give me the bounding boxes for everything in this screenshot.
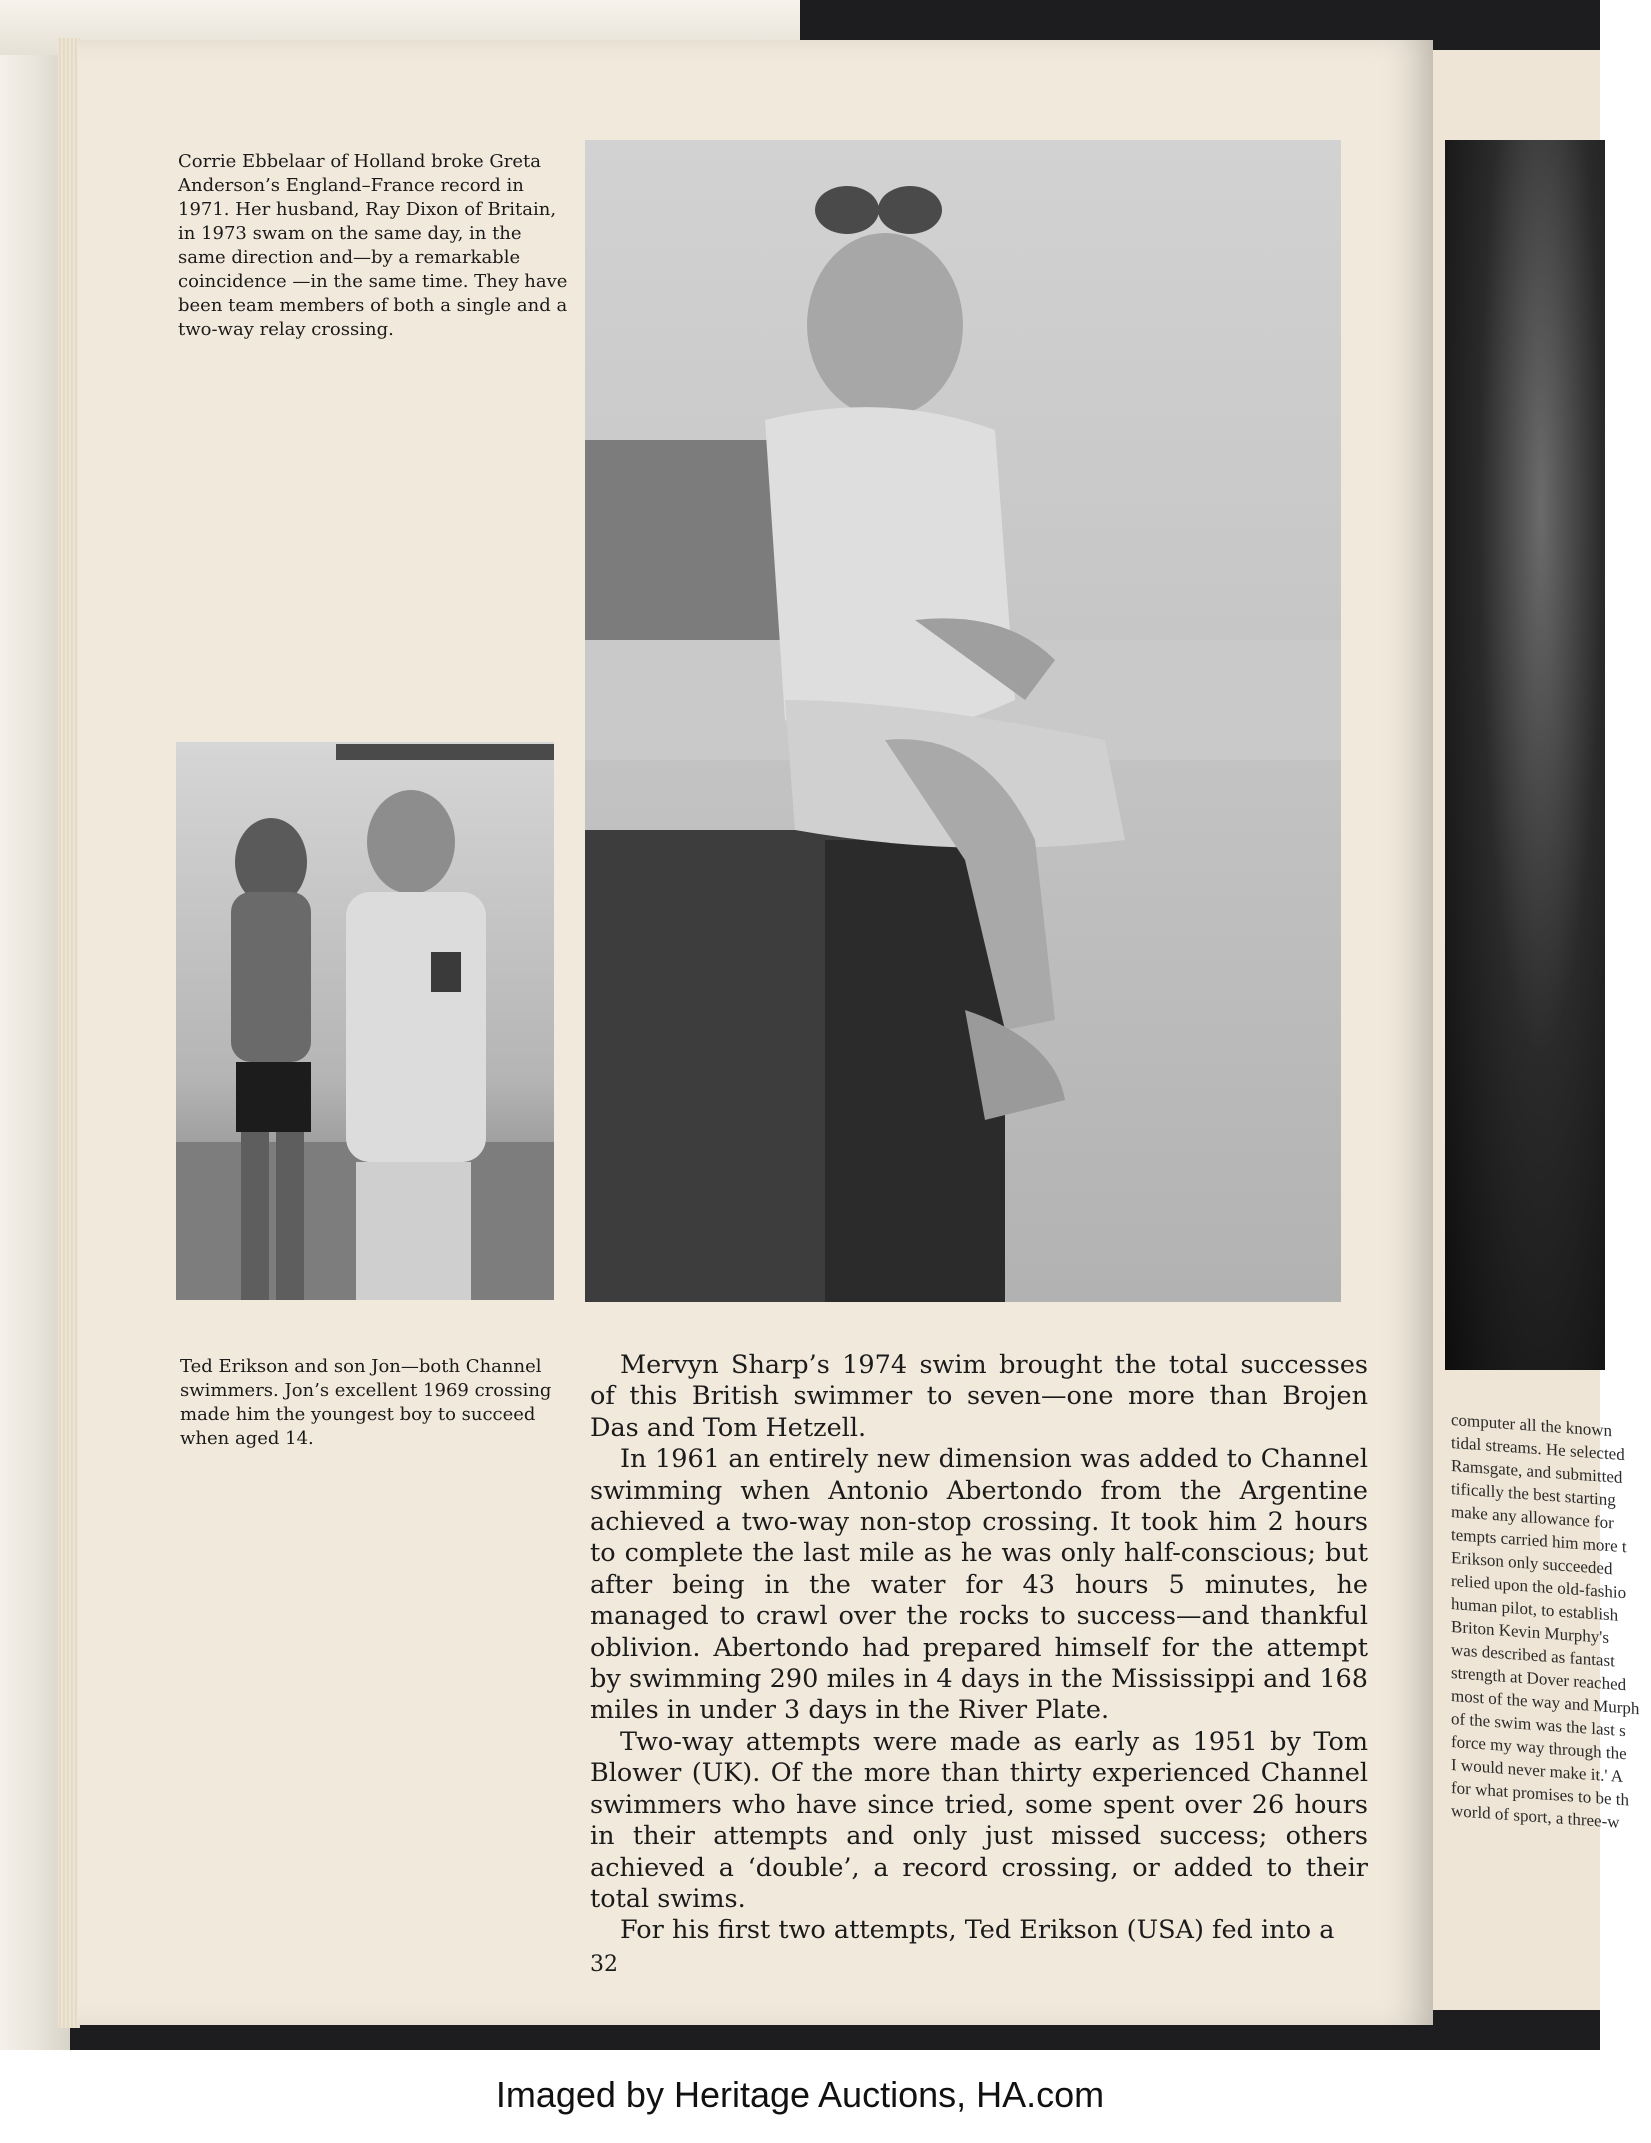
body-paragraph: Two-way attempts were made as early as 1951 by Tom Blower (UK). Of the more than thirty experienced Channel swimmers who have since tried, some spent over 26 hours in their attempts and only just missed success; others achieved a ‘double’, a record crossing, or added to their total swims. xyxy=(590,1726,1368,1914)
footer-credit-text: Imaged by Heritage Auctions, HA.com xyxy=(495,2074,1105,2115)
facing-page-text xyxy=(1451,1408,1651,1836)
facing-line: I would never make it.' A xyxy=(1451,1755,1624,1787)
facing-line: was described as fantast xyxy=(1451,1640,1615,1671)
facing-line: tifically the best starting xyxy=(1451,1479,1616,1510)
facing-line: strength at Dover reached xyxy=(1451,1663,1627,1695)
body-paragraph: Mervyn Sharp’s 1974 swim brought the total successes of this British swimmer to seven—one more than Brojen Das and Tom Hetzell. xyxy=(590,1350,1368,1443)
facing-line: world of sport, a three-w xyxy=(1451,1801,1620,1832)
facing-line: most of the way and Murph xyxy=(1451,1686,1640,1719)
page-edges xyxy=(58,38,80,2028)
facing-line: for what promises to be th xyxy=(1451,1778,1629,1810)
body-paragraph: In 1961 an entirely new dimension was added to Channel swimming when Antonio Abertondo from the Argentine achieved a two-way non-stop crossing. It took him 2 hours to complete the last mile as he was only half-conscious; but after being in the water for 43 hours 5 minutes, he managed to crawl over the rocks to success—and thankful oblivion. Abertondo had prepared himself for the attempt by swimming 290 miles in 4 days in the Mississippi and 168 miles in under 3 days in the River Plate. xyxy=(590,1444,1368,1726)
facing-line: Briton Kevin Murphy's xyxy=(1451,1617,1609,1648)
facing-line: Ramsgate, and submitted xyxy=(1451,1456,1623,1487)
facing-line: of the swim was the last s xyxy=(1451,1709,1626,1741)
facing-line: tidal streams. He selected xyxy=(1451,1433,1625,1465)
facing-line: force my way through the xyxy=(1451,1732,1627,1764)
facing-line: make any allowance for xyxy=(1451,1502,1614,1533)
caption-bottom: Ted Erikson and son Jon—both Channel swimmers. Jon’s excellent 1969 crossing made him the youngest boy to succeed when aged 14. xyxy=(180,1356,552,1449)
caption-top: Corrie Ebbelaar of Holland broke Greta Anderson’s England–France record in 1971. Her husband, Ray Dixon of Britain, in 1973 swam on the same day, in the same direction and—by a remarkable coincidence —in the same time. They have been team members of both a single and a two-way relay crossing. xyxy=(178,151,568,340)
photo-father-son xyxy=(176,742,554,1300)
body-text xyxy=(590,1350,1368,1947)
body-paragraph: For his first two attempts, Ted Erikson (USA) fed into a xyxy=(620,1915,1335,1946)
photo-swimmer-art xyxy=(585,140,1341,1302)
facing-line: relied upon the old-fashio xyxy=(1451,1571,1627,1603)
page-number: 32 xyxy=(590,1952,618,1977)
facing-line: Erikson only succeeded xyxy=(1451,1548,1613,1579)
photo-father-son-art xyxy=(176,742,554,1300)
facing-line: human pilot, to establish xyxy=(1451,1594,1619,1625)
facing-line: tempts carried him more t xyxy=(1451,1525,1627,1557)
facing-page-photo xyxy=(1445,140,1605,1370)
facing-line: computer all the known xyxy=(1451,1410,1612,1441)
photo-swimmer xyxy=(585,140,1341,1302)
facing-page xyxy=(1425,50,1640,2010)
footer-credit xyxy=(0,2050,1600,2143)
